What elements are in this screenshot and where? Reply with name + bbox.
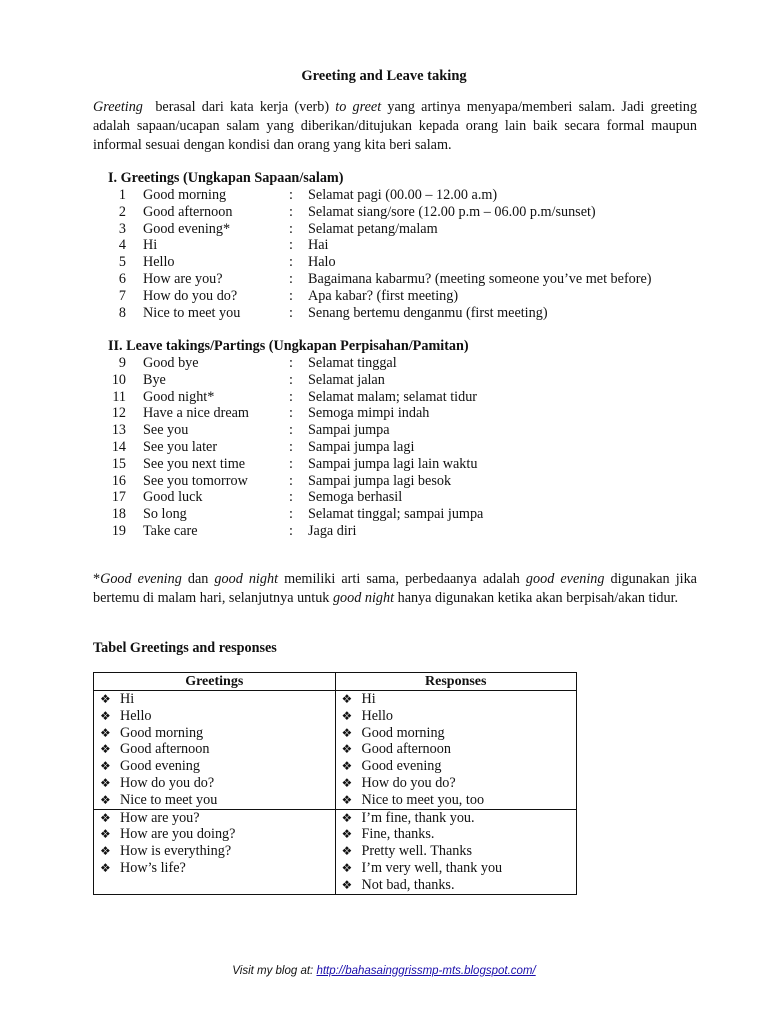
response-item: [342, 792, 577, 809]
bullet-icon: ❖: [341, 810, 353, 825]
response-text: Good morning: [361, 724, 445, 741]
bullet-icon: ❖: [341, 708, 353, 723]
item-number: 3: [118, 220, 126, 237]
bullet-icon: ❖: [341, 759, 353, 774]
item-number: 7: [118, 287, 126, 304]
intro-paragraph: [93, 98, 697, 155]
item-indonesian: Sampai jumpa: [308, 422, 390, 439]
response-item: [342, 860, 577, 877]
list-item: [93, 355, 713, 372]
item-english: Good night*: [143, 388, 215, 405]
note-paragraph: [93, 570, 697, 608]
item-indonesian: Selamat siang/sore (12.00 p.m – 06.00 p.m/sunset): [308, 203, 596, 220]
bullet-icon: ❖: [100, 725, 111, 740]
item-english: See you next time: [143, 455, 246, 472]
item-number: 10: [111, 371, 126, 388]
greetings-cell: [94, 809, 336, 894]
item-english: How do you do?: [143, 287, 238, 304]
item-english: See you: [143, 422, 189, 439]
bullet-icon: ❖: [341, 877, 353, 892]
item-colon: :: [289, 355, 293, 371]
greeting-item: [100, 775, 335, 792]
item-colon: :: [289, 388, 293, 405]
bullet-icon: ❖: [341, 692, 353, 706]
item-colon: :: [289, 455, 293, 472]
greeting-item: [100, 758, 335, 775]
greeting-text: Good morning: [120, 724, 204, 741]
item-colon: :: [289, 405, 293, 422]
bullet-icon: ❖: [341, 742, 353, 757]
list-item: [93, 271, 713, 288]
item-english: Bye: [143, 371, 166, 388]
note-asterisk: *: [93, 571, 101, 587]
list-item: [93, 439, 713, 456]
item-english: Good luck: [143, 489, 203, 506]
greetings-list: [93, 187, 713, 321]
greeting-text: How are you doing?: [120, 826, 236, 843]
intro-term-greeting: Greeting: [93, 99, 143, 115]
footer: [0, 965, 768, 977]
blog-link[interactable]: http://bahasainggrissmp-mts.blogspot.com/: [316, 965, 536, 977]
greeting-text: How is everything?: [120, 843, 232, 860]
item-number: 1: [118, 187, 126, 203]
item-colon: :: [289, 220, 293, 237]
item-colon: :: [289, 270, 293, 287]
item-indonesian: Senang bertemu denganmu (first meeting): [308, 304, 548, 321]
item-number: 13: [111, 422, 126, 439]
greeting-text: How’s life?: [120, 859, 186, 876]
item-indonesian: Sampai jumpa lagi lain waktu: [308, 455, 478, 472]
greeting-item: [100, 843, 335, 860]
item-indonesian: Halo: [308, 254, 336, 271]
greeting-text: Hi: [120, 691, 135, 707]
item-number: 15: [111, 455, 126, 472]
note-term-good-night: good night: [214, 571, 279, 587]
item-indonesian: Hai: [308, 237, 329, 254]
table-row: [94, 691, 577, 810]
note-text-3: digunakan jika bertemu di malam hari, selanjutnya untuk: [93, 571, 697, 606]
bullet-icon: ❖: [100, 844, 111, 859]
greeting-text: How are you?: [120, 809, 200, 826]
item-colon: :: [289, 472, 293, 489]
list-item: [93, 204, 713, 221]
item-english: Have a nice dream: [143, 405, 249, 422]
bullet-icon: ❖: [341, 827, 353, 842]
item-indonesian: Selamat tinggal: [308, 355, 397, 371]
item-colon: :: [289, 422, 293, 439]
item-indonesian: Selamat tinggal; sampai jumpa: [308, 506, 484, 523]
response-text: How do you do?: [361, 774, 456, 791]
greeting-item: [100, 860, 335, 877]
list-item: [93, 405, 713, 422]
greeting-item: [100, 708, 335, 725]
item-colon: :: [289, 371, 293, 388]
greeting-text: Good afternoon: [120, 741, 210, 758]
list-item: [93, 389, 713, 406]
intro-text-2: yang artinya menyapa/memberi salam. Jadi greeting adalah sapaan/ucapan salam yang diberikan/ditujukan kepada orang lain baik secara formal maupun informal sesuai dengan kondisi dan orang yang kita beri salam.: [93, 99, 697, 153]
list-item: [93, 489, 713, 506]
note-term-good-evening-2: good evening: [525, 571, 605, 587]
bullet-icon: ❖: [100, 792, 111, 807]
item-english: See you tomorrow: [143, 472, 248, 489]
response-text: I’m fine, thank you.: [361, 809, 475, 826]
response-item: [342, 691, 577, 708]
item-number: 11: [112, 388, 126, 405]
item-indonesian: Semoga mimpi indah: [308, 405, 430, 422]
item-number: 14: [111, 438, 126, 455]
item-english: Good afternoon: [143, 203, 233, 220]
table-row: [94, 809, 577, 894]
note-text-4: hanya digunakan ketika akan berpisah/akan tidur.: [394, 590, 679, 606]
response-item: [342, 877, 577, 894]
item-indonesian: Bagaimana kabarmu? (meeting someone you’ve met before): [308, 270, 652, 287]
bullet-icon: ❖: [100, 860, 111, 875]
item-colon: :: [289, 187, 293, 203]
response-item: [342, 741, 577, 758]
list-item: [93, 221, 713, 238]
document-title: Greeting and Leave taking: [301, 68, 467, 84]
item-colon: :: [289, 489, 293, 506]
list-item: [93, 305, 713, 322]
response-text: Pretty well. Thanks: [361, 843, 472, 860]
responses-cell: [335, 691, 577, 810]
item-english: Good evening*: [143, 220, 231, 237]
greeting-text: How do you do?: [120, 774, 215, 791]
response-text: Fine, thanks.: [361, 826, 435, 843]
footer-label: Visit my blog at:: [232, 965, 317, 977]
table-body: [94, 691, 577, 895]
item-number: 8: [118, 304, 126, 321]
item-colon: :: [289, 522, 293, 539]
item-indonesian: Apa kabar? (first meeting): [308, 287, 459, 304]
section-heading-greetings: I. Greetings (Ungkapan Sapaan/salam): [108, 170, 344, 186]
intro-term-to-greet: to greet: [335, 99, 382, 115]
item-indonesian: Sampai jumpa lagi: [308, 438, 415, 455]
response-text: Hello: [361, 707, 394, 724]
response-item: [342, 775, 577, 792]
item-english: Nice to meet you: [143, 304, 241, 321]
bullet-icon: ❖: [100, 827, 111, 842]
item-english: Hi: [143, 237, 158, 254]
note-term-good-evening: Good evening: [100, 571, 182, 587]
list-item: [93, 473, 713, 490]
item-english: So long: [143, 506, 187, 523]
item-colon: :: [289, 237, 293, 254]
header-greetings: Greetings: [94, 673, 336, 691]
item-number: 12: [111, 405, 126, 422]
list-item: [93, 422, 713, 439]
note-text-1: dan: [181, 571, 215, 587]
greetings-cell: [94, 691, 336, 810]
item-english: Hello: [143, 254, 175, 271]
item-indonesian: Selamat jalan: [308, 371, 385, 388]
item-colon: :: [289, 506, 293, 523]
response-item: [342, 708, 577, 725]
bullet-icon: ❖: [341, 725, 353, 740]
greeting-item: [100, 691, 335, 708]
response-item: [342, 826, 577, 843]
item-indonesian: Semoga berhasil: [308, 489, 403, 506]
note-text-2: memiliki arti sama, perbedaanya adalah: [278, 571, 526, 587]
item-colon: :: [289, 438, 293, 455]
response-text: I’m very well, thank you: [361, 859, 503, 876]
response-text: Nice to meet you, too: [361, 791, 485, 808]
item-english: How are you?: [143, 270, 223, 287]
item-number: 17: [111, 489, 126, 506]
item-indonesian: Selamat petang/malam: [308, 220, 438, 237]
list-item: [93, 187, 713, 204]
item-indonesian: Jaga diri: [308, 522, 357, 539]
note-term-good-night-2: good night: [332, 590, 395, 606]
greeting-item: [100, 810, 335, 827]
item-number: 9: [118, 355, 126, 371]
item-colon: :: [289, 203, 293, 220]
item-number: 6: [118, 270, 126, 287]
item-number: 19: [111, 522, 126, 539]
bullet-icon: ❖: [341, 860, 353, 875]
item-english: Take care: [143, 522, 198, 539]
list-item: [93, 237, 713, 254]
item-number: 2: [118, 203, 126, 220]
response-text: Not bad, thanks.: [361, 876, 455, 893]
item-number: 18: [111, 506, 126, 523]
greeting-text: Hello: [120, 707, 152, 724]
response-text: Hi: [361, 691, 376, 707]
item-number: 16: [111, 472, 126, 489]
item-indonesian: Selamat malam; selamat tidur: [308, 388, 478, 405]
responses-cell: [335, 809, 577, 894]
response-item: [342, 843, 577, 860]
bullet-icon: ❖: [100, 775, 111, 790]
bullet-icon: ❖: [100, 759, 111, 774]
intro-text-1: berasal dari kata kerja (verb): [142, 99, 336, 115]
bullet-icon: ❖: [341, 775, 353, 790]
list-item: [93, 288, 713, 305]
item-number: 4: [118, 237, 126, 254]
item-indonesian: Selamat pagi (00.00 – 12.00 a.m): [308, 187, 498, 203]
item-colon: :: [289, 287, 293, 304]
bullet-icon: ❖: [341, 792, 353, 807]
section-heading-leave-takings: II. Leave takings/Partings (Ungkapan Perpisahan/Pamitan): [108, 338, 469, 354]
item-english: See you later: [143, 438, 218, 455]
leave-takings-list: [93, 355, 713, 540]
header-responses: Responses: [335, 673, 577, 691]
bullet-icon: ❖: [100, 708, 111, 723]
greeting-text: Good evening: [120, 758, 200, 775]
table-header-row: [94, 673, 577, 691]
list-item: [93, 254, 713, 271]
response-text: Good evening: [361, 758, 442, 775]
bullet-icon: ❖: [100, 742, 111, 757]
table-title: Tabel Greetings and responses: [93, 640, 277, 656]
list-item: [93, 456, 713, 473]
item-english: Good morning: [143, 187, 227, 203]
item-indonesian: Sampai jumpa lagi besok: [308, 472, 452, 489]
greeting-text: Nice to meet you: [120, 791, 218, 808]
response-item: [342, 725, 577, 742]
list-item: [93, 372, 713, 389]
response-text: Good afternoon: [361, 741, 451, 758]
greeting-item: [100, 741, 335, 758]
response-item: [342, 810, 577, 827]
item-colon: :: [289, 304, 293, 321]
bullet-icon: ❖: [100, 692, 111, 706]
greeting-item: [100, 826, 335, 843]
item-colon: :: [289, 254, 293, 271]
bullet-icon: ❖: [100, 810, 111, 825]
greeting-item: [100, 792, 335, 809]
bullet-icon: ❖: [341, 844, 353, 859]
item-number: 5: [118, 254, 126, 271]
item-english: Good bye: [143, 355, 199, 371]
greeting-item: [100, 725, 335, 742]
greetings-responses-table: [93, 672, 577, 895]
list-item: [93, 506, 713, 523]
list-item: [93, 523, 713, 540]
response-item: [342, 758, 577, 775]
